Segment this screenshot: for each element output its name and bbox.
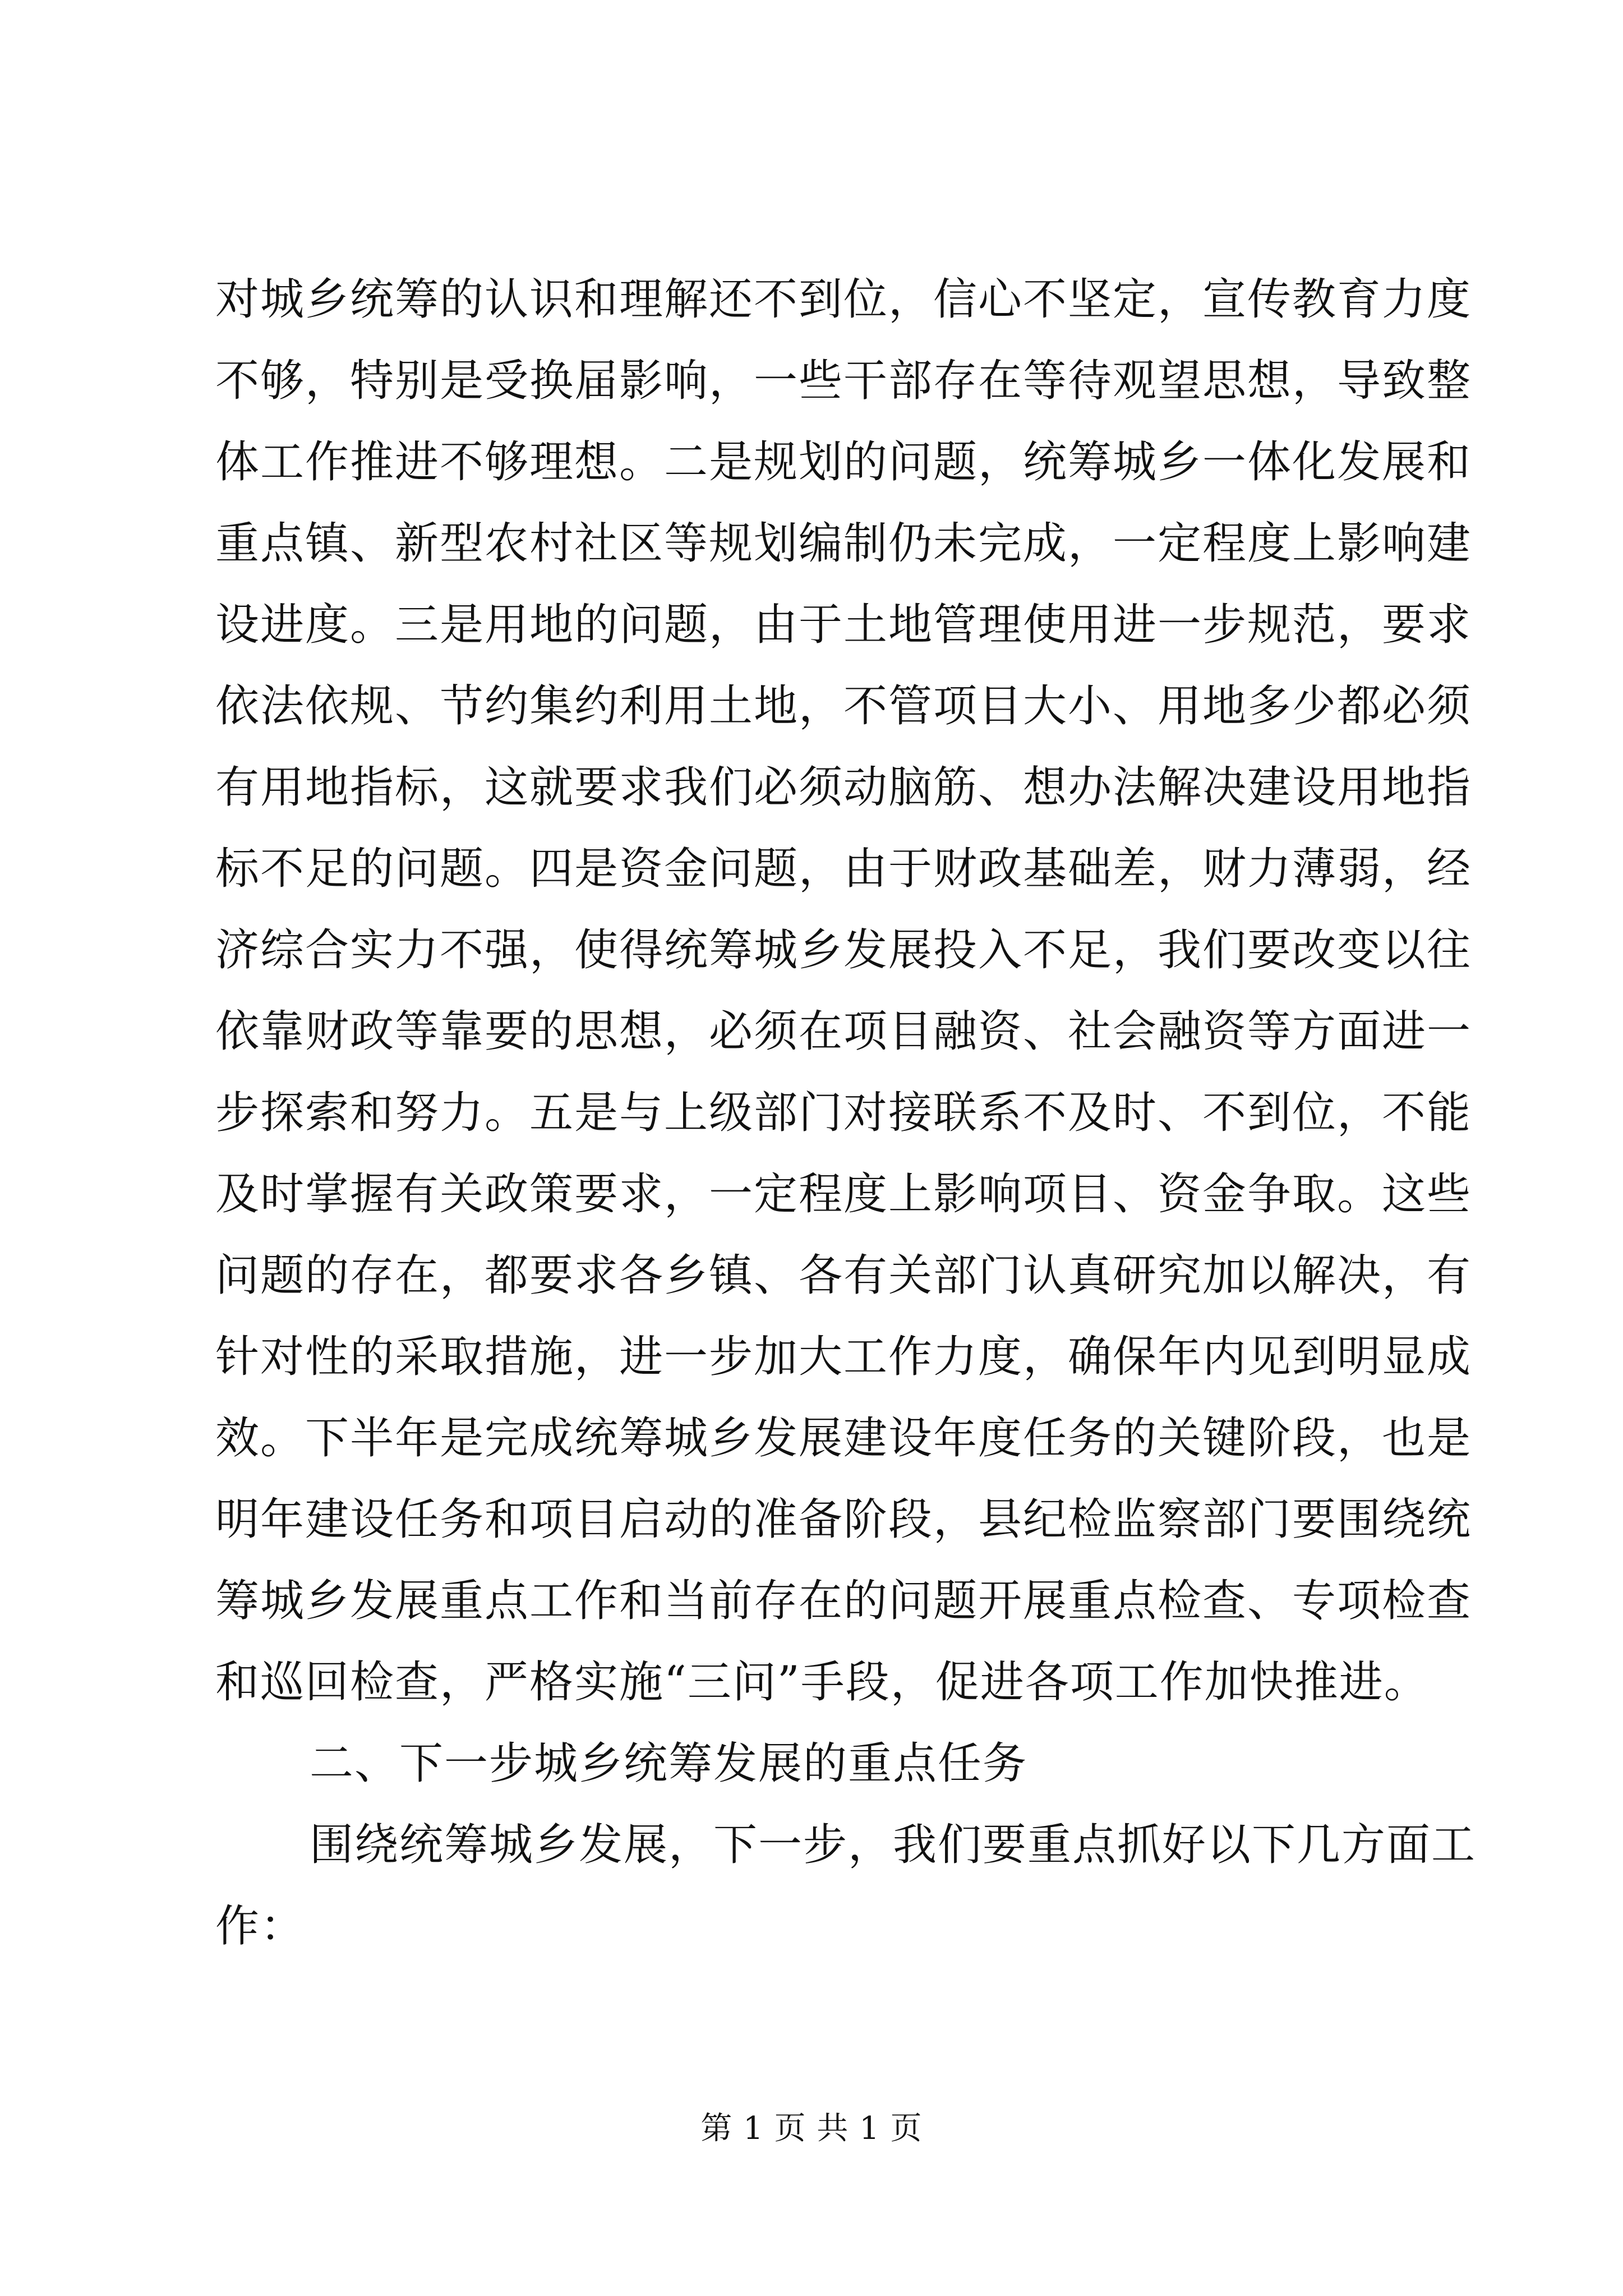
body-text-line: 围绕统筹城乡发展，下一步，我们要重点抓好以下几方面工 xyxy=(310,1820,1477,1870)
body-text-line: 问题的存在，都要求各乡镇、各有关部门认真研究加以解决，有 xyxy=(215,1250,1472,1301)
body-text-line: 针对性的采取措施，进一步加大工作力度，确保年内见到明显成 xyxy=(215,1332,1472,1382)
body-text-line: 依靠财政等靠要的思想，必须在项目融资、社会融资等方面进一 xyxy=(215,1006,1472,1057)
body-text-line: 依法依规、节约集约利用土地，不管项目大小、用地多少都必须 xyxy=(215,681,1472,731)
body-text-line: 设进度。三是用地的问题，由于土地管理使用进一步规范，要求 xyxy=(215,600,1472,650)
body-text-line: 和巡回检查，严格实施“三问”手段，促进各项工作加快推进。 xyxy=(215,1657,1429,1708)
body-text-line: 筹城乡发展重点工作和当前存在的问题开展重点检查、专项检查 xyxy=(215,1576,1472,1626)
section-heading: 二、下一步城乡统筹发展的重点任务 xyxy=(310,1738,1028,1789)
body-text-line: 标不足的问题。四是资金问题，由于财政基础差，财力薄弱，经 xyxy=(215,844,1472,894)
body-text-line: 对城乡统筹的认识和理解还不到位，信心不坚定，宣传教育力度 xyxy=(215,274,1472,325)
body-text-line: 体工作推进不够理想。二是规划的问题，统筹城乡一体化发展和 xyxy=(215,437,1472,487)
body-text-line: 作： xyxy=(215,1901,306,1952)
body-text-line: 效。下半年是完成统筹城乡发展建设年度任务的关键阶段，也是 xyxy=(215,1413,1472,1464)
page-footer: 第 1 页 共 1 页 xyxy=(700,2110,923,2147)
body-text-line: 有用地指标，这就要求我们必须动脑筋、想办法解决建设用地指 xyxy=(215,762,1472,813)
body-text-line: 不够，特别是受换届影响，一些干部存在等待观望思想，导致整 xyxy=(215,356,1472,406)
body-text-line: 济综合实力不强，使得统筹城乡发展投入不足，我们要改变以往 xyxy=(215,925,1472,976)
body-text-line: 重点镇、新型农村社区等规划编制仍未完成，一定程度上影响建 xyxy=(215,518,1472,569)
body-text-line: 及时掌握有关政策要求，一定程度上影响项目、资金争取。这些 xyxy=(215,1169,1472,1220)
body-text-line: 明年建设任务和项目启动的准备阶段，县纪检监察部门要围绕统 xyxy=(215,1494,1472,1545)
document-body xyxy=(215,259,1477,1967)
body-text-line: 步探索和努力。五是与上级部门对接联系不及时、不到位，不能 xyxy=(215,1088,1472,1138)
